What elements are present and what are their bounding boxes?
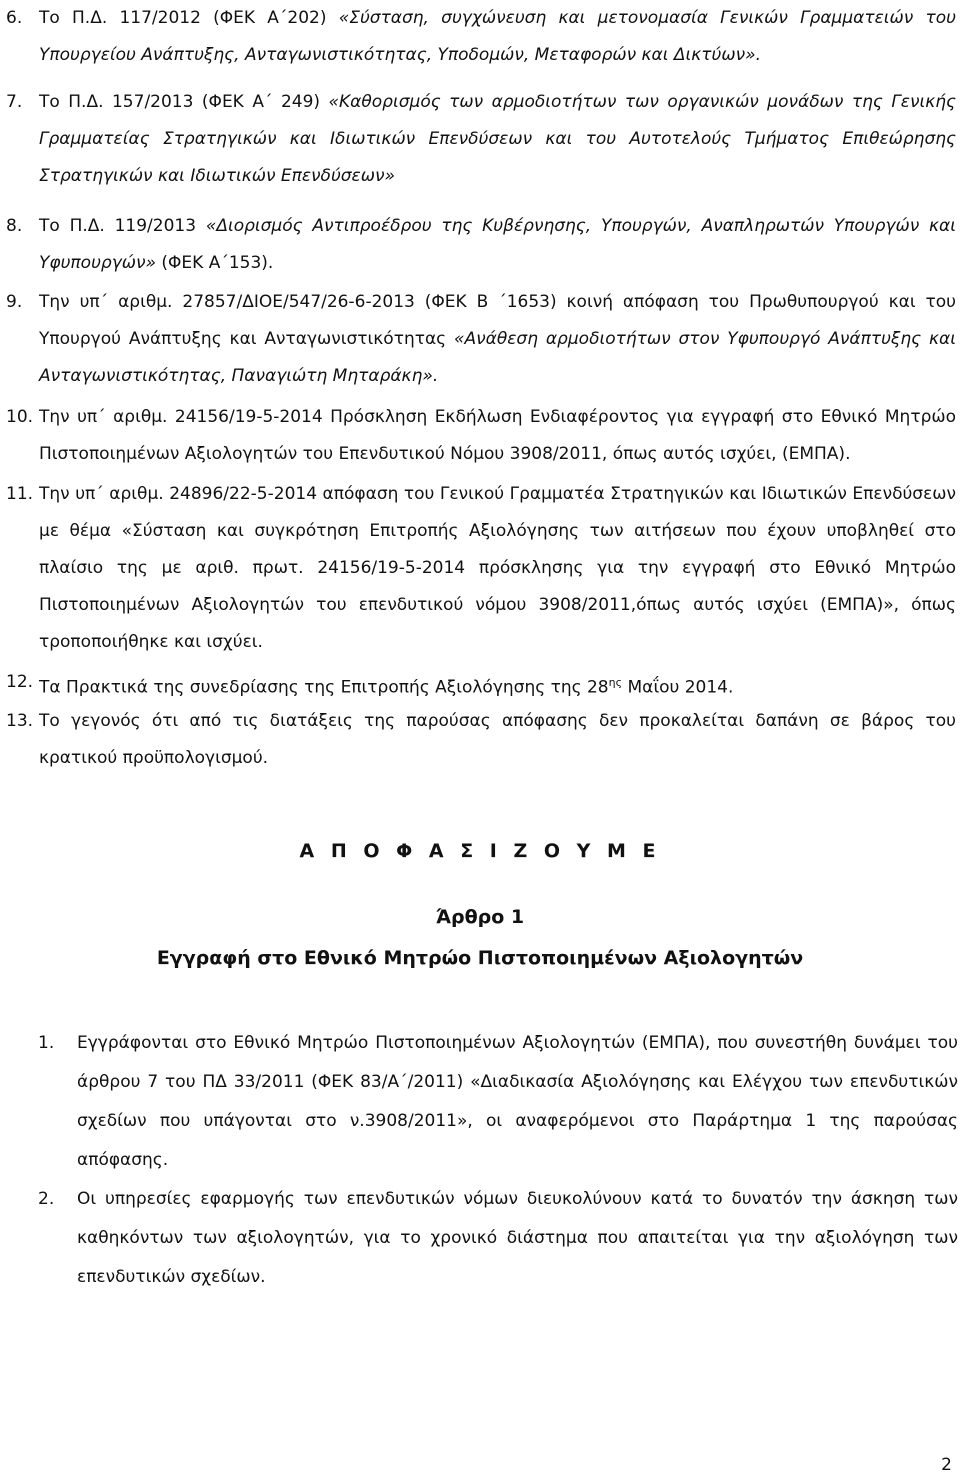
consideration-text [39, 664, 956, 707]
consideration-number: 8. [6, 216, 23, 236]
consideration-item [6, 664, 956, 707]
consideration-text [39, 399, 956, 473]
consideration-item [6, 703, 956, 777]
consideration-number: 6. [6, 8, 23, 28]
quoted-title: «Διορισμός Αντιπροέδρου της Κυβέρνησης, Υπουργών, Αναπληρωτών Υπουργών και Υφυπουργών» [39, 216, 956, 273]
article-paragraph [38, 1180, 958, 1297]
text-segment: (ΦΕΚ Α΄153). [155, 253, 274, 273]
text-segment: Μαΐου 2014. [622, 677, 734, 698]
article-subtitle: Εγγραφή στο Εθνικό Μητρώο Πιστοποιημένων Αξιολογητών [156, 947, 804, 969]
article-title: Άρθρο 1 [435, 906, 525, 928]
text-segment: Το Π.Δ. 117/2012 (ΦΕΚ Α΄202) [39, 8, 339, 28]
quoted-title: «Καθορισμός των αρμοδιοτήτων των οργανικών μονάδων της Γενικής Γραμματείας Στρατηγικών και Ιδιωτικών Επενδύσεων και του Αυτοτελούς Τμήματος Επιθεώρησης Στρατηγικών και Ιδιωτικών Επενδύσεων» [39, 92, 957, 186]
text-segment: Την υπ΄ αριθμ. 24896/22-5-2014 απόφαση του Γενικού Γραμματέα Στρατηγικών και Ιδιωτικών Επενδύσεων με θέμα «Σύσταση και συγκρότηση Επιτροπής Αξιολόγησης των αιτήσεων που έχουν υποβληθεί στο πλαίσιο της με αριθ. πρωτ. 24156/19-5-2014 πρόσκλησης για την εγγραφή στο Εθνικό Μητρώο Πιστοποιημένων Αξιολογητών του επενδυτικού νόμου 3908/2011,όπως αυτός ισχύει (ΕΜΠΑ)», όπως τροποποιήθηκε και ισχύει. [39, 484, 956, 652]
page-number: 2 [941, 1455, 952, 1475]
text-segment: Τα Πρακτικά της συνεδρίασης της Επιτροπής Αξιολόγησης της 28 [39, 677, 609, 698]
decision-heading: Α Π Ο Φ Α Σ Ι Ζ Ο Υ Μ Ε [299, 840, 661, 862]
consideration-item [6, 84, 956, 195]
consideration-item [6, 208, 956, 282]
consideration-item [6, 399, 956, 473]
text-segment: Το Π.Δ. 157/2013 (ΦΕΚ Α΄ 249) [39, 92, 329, 112]
consideration-number: 12. [6, 672, 34, 692]
consideration-item [6, 284, 956, 395]
consideration-number: 9. [6, 292, 23, 312]
consideration-text [39, 703, 956, 777]
consideration-text [39, 208, 956, 282]
consideration-text [39, 284, 956, 395]
paragraph-number: 1. [38, 1033, 55, 1053]
text-segment: Την υπ΄ αριθμ. 27857/ΔΙΟΕ/547/26-6-2013 (ΦΕΚ Β ΄1653) κοινή απόφαση του Πρωθυπουργού και του Υπουργού Ανάπτυξης και Ανταγωνιστικότητας [39, 292, 956, 349]
paragraph-text: Εγγράφονται στο Εθνικό Μητρώο Πιστοποιημένων Αξιολογητών (ΕΜΠΑ), που συνεστήθη δυνάμει του άρθρου 7 του ΠΔ 33/2011 (ΦΕΚ 83/Α΄/2011) «Διαδικασία Αξιολόγησης και Ελέγχου των επενδυτικών σχεδίων που υπάγονται στο ν.3908/2011», οι αναφερόμενοι στο Παράρτημα 1 της παρούσας απόφασης. [77, 1033, 958, 1170]
consideration-text [39, 476, 956, 661]
paragraph-text: Οι υπηρεσίες εφαρμογής των επενδυτικών νόμων διευκολύνουν κατά το δυνατόν την άσκηση των καθηκόντων των αξιολογητών, για το χρονικό διάστημα που απαιτείται για την αξιολόγηση των επενδυτικών σχεδίων. [77, 1189, 958, 1287]
text-segment: Το γεγονός ότι από τις διατάξεις της παρούσας απόφασης δεν προκαλείται δαπάνη σε βάρος του κρατικού προϋπολογισμού. [39, 711, 956, 768]
consideration-item [6, 476, 956, 661]
consideration-text [39, 84, 956, 195]
consideration-number: 13. [6, 711, 34, 731]
text-segment: Το Π.Δ. 119/2013 [39, 216, 206, 236]
consideration-number: 10. [6, 407, 34, 427]
paragraph-number: 2. [38, 1189, 55, 1209]
text-segment: Την υπ΄ αριθμ. 24156/19-5-2014 Πρόσκληση Εκδήλωση Ενδιαφέροντος για εγγραφή στο Εθνικό Μητρώο Πιστοποιημένων Αξιολογητών του Επενδυτικού Νόμου 3908/2011, όπως αυτός ισχύει, (ΕΜΠΑ). [39, 407, 956, 464]
consideration-number: 7. [6, 92, 23, 112]
consideration-text [39, 0, 956, 74]
quoted-title: «Ανάθεση αρμοδιοτήτων στον Υφυπουργό Ανάπτυξης και Ανταγωνιστικότητας, Παναγιώτη Μηταράκη». [39, 329, 956, 386]
article-paragraph [38, 1024, 958, 1180]
consideration-item [6, 0, 956, 74]
text-segment: ης [608, 676, 623, 689]
consideration-number: 11. [6, 484, 34, 504]
quoted-title: «Σύσταση, συγχώνευση και μετονομασία Γενικών Γραμματειών του Υπουργείου Ανάπτυξης, Ανταγωνιστικότητας, Υποδομών, Μεταφορών και Δικτύων». [39, 8, 956, 65]
